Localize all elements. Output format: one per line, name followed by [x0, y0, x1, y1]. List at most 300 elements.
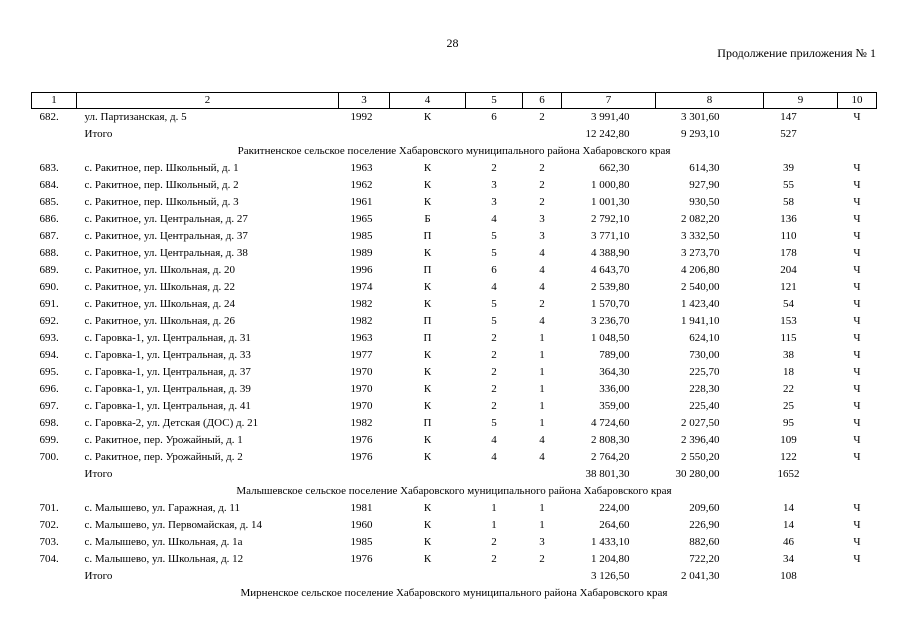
status-cell: Ч: [853, 247, 861, 259]
table-row: [32, 262, 877, 279]
section-heading: Малышевское сельское поселение Хабаровского муниципального района Хабаровского края: [236, 485, 672, 497]
entrances-cell: 4: [539, 315, 545, 327]
table-row: [32, 432, 877, 449]
residents-cell: 46: [783, 536, 794, 548]
living-area-cell: 927,90: [689, 179, 720, 191]
empty-cell: [339, 568, 390, 585]
empty-cell: [32, 568, 77, 585]
residents-cell: 34: [783, 553, 794, 565]
living-area-cell: 1 423,40: [681, 298, 720, 310]
entrances-cell: 3: [539, 536, 545, 548]
year-cell: 1985: [350, 536, 373, 548]
total-area-cell: 789,00: [599, 349, 630, 361]
total-area-cell: 4 724,60: [591, 417, 630, 429]
status-cell: Ч: [853, 536, 861, 548]
entrances-cell: 4: [539, 451, 545, 463]
floors-cell: 2: [491, 366, 497, 378]
address-cell: с. Ракитное, ул. Школьная, д. 24: [84, 298, 235, 310]
address-cell: ул. Партизанская, д. 5: [84, 111, 187, 123]
living-area-cell: 228,30: [689, 383, 720, 395]
year-cell: 1981: [350, 502, 373, 514]
material-cell: П: [423, 264, 432, 276]
entrances-cell: 4: [539, 264, 545, 276]
living-area-cell: 2 396,40: [681, 434, 720, 446]
entrances-cell: 1: [539, 417, 545, 429]
total-area-cell: 4 643,70: [591, 264, 630, 276]
column-header: 3: [339, 93, 390, 109]
total-area-cell: 1 204,80: [591, 553, 630, 565]
status-cell: Ч: [853, 298, 861, 310]
total-area-cell: 3 126,50: [591, 570, 630, 582]
table-row: [32, 211, 877, 228]
year-cell: 1970: [350, 366, 373, 378]
empty-cell: [838, 466, 877, 483]
year-cell: 1976: [350, 451, 373, 463]
material-cell: П: [423, 417, 432, 429]
entrances-cell: 2: [539, 196, 545, 208]
table-row: [32, 551, 877, 568]
status-cell: Ч: [853, 417, 861, 429]
section-heading-row: [32, 483, 877, 500]
table-row: [32, 517, 877, 534]
residents-cell: 14: [783, 502, 794, 514]
year-cell: 1974: [350, 281, 373, 293]
floors-cell: 4: [491, 281, 497, 293]
empty-cell: [523, 126, 562, 143]
floors-cell: 2: [491, 332, 497, 344]
living-area-cell: 2 082,20: [681, 213, 720, 225]
status-cell: Ч: [853, 451, 861, 463]
residents-cell: 54: [783, 298, 794, 310]
address-cell: с. Ракитное, ул. Центральная, д. 37: [84, 230, 248, 242]
table-row: [32, 534, 877, 551]
row-number: 688.: [39, 247, 59, 259]
address-cell: с. Гаровка-1, ул. Центральная, д. 37: [84, 366, 251, 378]
table-row: [32, 194, 877, 211]
table-row: [32, 415, 877, 432]
residents-cell: 110: [780, 230, 797, 242]
year-cell: 1982: [350, 417, 373, 429]
page-number: 28: [446, 36, 459, 50]
living-area-cell: 225,40: [689, 400, 720, 412]
year-cell: 1965: [350, 213, 373, 225]
status-cell: Ч: [853, 366, 861, 378]
living-area-cell: 2 540,00: [681, 281, 720, 293]
status-cell: Ч: [853, 383, 861, 395]
year-cell: 1976: [350, 553, 373, 565]
living-area-cell: 209,60: [689, 502, 720, 514]
empty-cell: [339, 466, 390, 483]
material-cell: К: [423, 179, 432, 191]
row-number: 686.: [39, 213, 59, 225]
total-living-area-cell: 30 280,00: [675, 468, 720, 480]
entrances-cell: 4: [539, 281, 545, 293]
floors-cell: 2: [491, 400, 497, 412]
year-cell: 1961: [350, 196, 373, 208]
status-cell: Ч: [853, 111, 861, 123]
table-row: [32, 109, 877, 127]
floors-cell: 5: [491, 298, 497, 310]
living-area-cell: 624,10: [689, 332, 720, 344]
table-row: [32, 296, 877, 313]
residents-cell: 204: [780, 264, 797, 276]
total-area-cell: 1 570,70: [591, 298, 630, 310]
material-cell: К: [423, 196, 432, 208]
entrances-cell: 2: [539, 298, 545, 310]
year-cell: 1970: [350, 383, 373, 395]
floors-cell: 4: [491, 434, 497, 446]
empty-cell: [523, 466, 562, 483]
year-cell: 1985: [350, 230, 373, 242]
empty-cell: [390, 126, 466, 143]
status-cell: Ч: [853, 264, 861, 276]
year-cell: 1989: [350, 247, 373, 259]
table-row: [32, 381, 877, 398]
table-row: [32, 313, 877, 330]
address-cell: с. Ракитное, ул. Центральная, д. 27: [84, 213, 248, 225]
address-cell: с. Гаровка-1, ул. Центральная, д. 39: [84, 383, 251, 395]
total-row: [32, 126, 877, 143]
floors-cell: 1: [491, 502, 497, 514]
table-row: [32, 245, 877, 262]
address-cell: с. Ракитное, ул. Школьная, д. 26: [84, 315, 235, 327]
address-cell: с. Ракитное, пер. Урожайный, д. 2: [84, 451, 243, 463]
total-area-cell: 12 242,80: [585, 128, 630, 140]
material-cell: К: [423, 281, 432, 293]
total-row: [32, 568, 877, 585]
material-cell: К: [423, 519, 432, 531]
material-cell: П: [423, 230, 432, 242]
column-header: 2: [77, 93, 339, 109]
section-heading: Ракитненское сельское поселение Хабаровского муниципального района Хабаровского края: [237, 145, 671, 157]
living-area-cell: 226,90: [689, 519, 720, 531]
empty-cell: [390, 568, 466, 585]
address-cell: с. Гаровка-1, ул. Центральная, д. 41: [84, 400, 251, 412]
total-area-cell: 2 539,80: [591, 281, 630, 293]
table-row: [32, 177, 877, 194]
floors-cell: 4: [491, 451, 497, 463]
material-cell: К: [423, 111, 432, 123]
empty-cell: [838, 126, 877, 143]
status-cell: Ч: [853, 179, 861, 191]
total-area-cell: 364,30: [599, 366, 630, 378]
living-area-cell: 225,70: [689, 366, 720, 378]
floors-cell: 1: [491, 519, 497, 531]
table-row: [32, 398, 877, 415]
entrances-cell: 1: [539, 349, 545, 361]
column-header: 7: [562, 93, 656, 109]
address-cell: с. Гаровка-1, ул. Центральная, д. 33: [84, 349, 251, 361]
total-area-cell: 4 388,90: [591, 247, 630, 259]
row-number: 699.: [39, 434, 59, 446]
table-row: [32, 160, 877, 177]
status-cell: Ч: [853, 349, 861, 361]
material-cell: К: [423, 349, 432, 361]
material-cell: К: [423, 451, 432, 463]
empty-cell: [32, 466, 77, 483]
status-cell: Ч: [853, 213, 861, 225]
floors-cell: 6: [491, 111, 497, 123]
residents-cell: 136: [780, 213, 797, 225]
section-heading: Мирненское сельское поселение Хабаровского муниципального района Хабаровского края: [240, 587, 668, 599]
living-area-cell: 2 550,20: [681, 451, 720, 463]
address-cell: с. Малышево, ул. Школьная, д. 1а: [84, 536, 243, 548]
material-cell: К: [423, 366, 432, 378]
year-cell: 1963: [350, 332, 373, 344]
material-cell: К: [423, 502, 432, 514]
table-row: [32, 449, 877, 466]
total-area-cell: 2 764,20: [591, 451, 630, 463]
material-cell: К: [423, 400, 432, 412]
floors-cell: 2: [491, 162, 497, 174]
total-area-cell: 336,00: [599, 383, 630, 395]
residents-cell: 55: [783, 179, 794, 191]
empty-cell: [339, 126, 390, 143]
row-number: 693.: [39, 332, 59, 344]
table-header-row: [32, 93, 877, 109]
living-area-cell: 614,30: [689, 162, 720, 174]
row-number: 694.: [39, 349, 59, 361]
entrances-cell: 3: [539, 230, 545, 242]
floors-cell: 5: [491, 247, 497, 259]
total-row: [32, 466, 877, 483]
status-cell: Ч: [853, 281, 861, 293]
row-number: 701.: [39, 502, 59, 514]
year-cell: 1977: [350, 349, 373, 361]
address-cell: с. Ракитное, пер. Школьный, д. 1: [84, 162, 239, 174]
material-cell: К: [423, 553, 432, 565]
status-cell: Ч: [853, 162, 861, 174]
status-cell: Ч: [853, 230, 861, 242]
total-residents-cell: 527: [780, 128, 797, 140]
empty-cell: [838, 568, 877, 585]
floors-cell: 3: [491, 179, 497, 191]
entrances-cell: 1: [539, 383, 545, 395]
row-number: 690.: [39, 281, 59, 293]
residents-cell: 14: [783, 519, 794, 531]
row-number: 689.: [39, 264, 59, 276]
entrances-cell: 1: [539, 502, 545, 514]
residents-cell: 95: [783, 417, 794, 429]
section-heading-row: [32, 585, 877, 602]
total-area-cell: 264,60: [599, 519, 630, 531]
total-area-cell: 1 000,80: [591, 179, 630, 191]
status-cell: Ч: [853, 400, 861, 412]
row-number: 685.: [39, 196, 59, 208]
material-cell: К: [423, 383, 432, 395]
total-area-cell: 3 236,70: [591, 315, 630, 327]
total-label: Итого: [84, 570, 113, 582]
empty-cell: [466, 568, 523, 585]
total-area-cell: 224,00: [599, 502, 630, 514]
floors-cell: 5: [491, 417, 497, 429]
entrances-cell: 3: [539, 213, 545, 225]
year-cell: 1996: [350, 264, 373, 276]
row-number: 696.: [39, 383, 59, 395]
status-cell: Ч: [853, 434, 861, 446]
column-header: 9: [764, 93, 838, 109]
floors-cell: 5: [491, 230, 497, 242]
column-header: 1: [32, 93, 77, 109]
residents-cell: 25: [783, 400, 794, 412]
entrances-cell: 2: [539, 111, 545, 123]
status-cell: Ч: [853, 502, 861, 514]
total-area-cell: 3 771,10: [591, 230, 630, 242]
floors-cell: 2: [491, 349, 497, 361]
address-cell: с. Малышево, ул. Гаражная, д. 11: [84, 502, 240, 514]
residents-cell: 122: [780, 451, 797, 463]
total-area-cell: 3 991,40: [591, 111, 630, 123]
address-cell: с. Ракитное, ул. Школьная, д. 22: [84, 281, 235, 293]
material-cell: П: [423, 315, 432, 327]
residents-cell: 58: [783, 196, 794, 208]
row-number: 692.: [39, 315, 59, 327]
row-number: 704.: [39, 553, 59, 565]
material-cell: Б: [424, 213, 431, 225]
empty-cell: [523, 568, 562, 585]
living-area-cell: 930,50: [689, 196, 720, 208]
material-cell: К: [423, 434, 432, 446]
row-number: 702.: [39, 519, 59, 531]
total-area-cell: 359,00: [599, 400, 630, 412]
housing-register-table: [31, 92, 877, 602]
living-area-cell: 1 941,10: [681, 315, 720, 327]
year-cell: 1976: [350, 434, 373, 446]
year-cell: 1982: [350, 315, 373, 327]
entrances-cell: 2: [539, 553, 545, 565]
status-cell: Ч: [853, 315, 861, 327]
year-cell: 1970: [350, 400, 373, 412]
total-area-cell: 662,30: [599, 162, 630, 174]
entrances-cell: 1: [539, 332, 545, 344]
address-cell: с. Ракитное, пер. Школьный, д. 2: [84, 179, 239, 191]
year-cell: 1982: [350, 298, 373, 310]
floors-cell: 3: [491, 196, 497, 208]
status-cell: Ч: [853, 553, 861, 565]
year-cell: 1963: [350, 162, 373, 174]
floors-cell: 5: [491, 315, 497, 327]
year-cell: 1960: [350, 519, 373, 531]
residents-cell: 22: [783, 383, 794, 395]
year-cell: 1962: [350, 179, 373, 191]
living-area-cell: 4 206,80: [681, 264, 720, 276]
status-cell: Ч: [853, 196, 861, 208]
row-number: 700.: [39, 451, 59, 463]
table-row: [32, 347, 877, 364]
row-number: 698.: [39, 417, 59, 429]
material-cell: К: [423, 298, 432, 310]
entrances-cell: 1: [539, 400, 545, 412]
column-header: 6: [523, 93, 562, 109]
status-cell: Ч: [853, 332, 861, 344]
empty-cell: [32, 126, 77, 143]
table-row: [32, 500, 877, 517]
entrances-cell: 1: [539, 519, 545, 531]
living-area-cell: 722,20: [689, 553, 720, 565]
empty-cell: [466, 466, 523, 483]
total-area-cell: 1 001,30: [591, 196, 630, 208]
floors-cell: 4: [491, 213, 497, 225]
address-cell: с. Гаровка-1, ул. Центральная, д. 31: [84, 332, 251, 344]
row-number: 697.: [39, 400, 59, 412]
total-label: Итого: [84, 128, 113, 140]
total-area-cell: 38 801,30: [585, 468, 630, 480]
address-cell: с. Ракитное, пер. Школьный, д. 3: [84, 196, 239, 208]
floors-cell: 6: [491, 264, 497, 276]
address-cell: с. Малышево, ул. Первомайская, д. 14: [84, 519, 262, 531]
material-cell: П: [423, 332, 432, 344]
residents-cell: 121: [780, 281, 797, 293]
total-residents-cell: 1652: [777, 468, 800, 480]
residents-cell: 109: [780, 434, 797, 446]
table-row: [32, 279, 877, 296]
table-row: [32, 364, 877, 381]
total-area-cell: 1 433,10: [591, 536, 630, 548]
total-living-area-cell: 2 041,30: [681, 570, 720, 582]
living-area-cell: 882,60: [689, 536, 720, 548]
entrances-cell: 2: [539, 162, 545, 174]
row-number: 687.: [39, 230, 59, 242]
section-heading-row: [32, 143, 877, 160]
residents-cell: 115: [780, 332, 797, 344]
entrances-cell: 4: [539, 247, 545, 259]
continuation-title: Продолжение приложения № 1: [717, 46, 876, 60]
living-area-cell: 3 273,70: [681, 247, 720, 259]
living-area-cell: 2 027,50: [681, 417, 720, 429]
total-residents-cell: 108: [780, 570, 797, 582]
address-cell: с. Гаровка-2, ул. Детская (ДОС) д. 21: [84, 417, 259, 429]
row-number: 683.: [39, 162, 59, 174]
table-row: [32, 330, 877, 347]
status-cell: Ч: [853, 519, 861, 531]
total-area-cell: 1 048,50: [591, 332, 630, 344]
row-number: 695.: [39, 366, 59, 378]
floors-cell: 2: [491, 553, 497, 565]
address-cell: с. Ракитное, ул. Центральная, д. 38: [84, 247, 248, 259]
living-area-cell: 730,00: [689, 349, 720, 361]
row-number: 684.: [39, 179, 59, 191]
residents-cell: 147: [780, 111, 797, 123]
material-cell: К: [423, 162, 432, 174]
total-label: Итого: [84, 468, 113, 480]
entrances-cell: 2: [539, 179, 545, 191]
column-header: 10: [838, 93, 877, 109]
column-header: 5: [466, 93, 523, 109]
address-cell: с. Ракитное, ул. Школьная, д. 20: [84, 264, 235, 276]
total-area-cell: 2 792,10: [591, 213, 630, 225]
column-header: 8: [656, 93, 764, 109]
address-cell: с. Малышево, ул. Школьная, д. 12: [84, 553, 244, 565]
row-number: 682.: [39, 111, 59, 123]
residents-cell: 39: [783, 162, 794, 174]
entrances-cell: 4: [539, 434, 545, 446]
column-header: 4: [390, 93, 466, 109]
empty-cell: [390, 466, 466, 483]
year-cell: 1992: [350, 111, 373, 123]
material-cell: К: [423, 536, 432, 548]
entrances-cell: 1: [539, 366, 545, 378]
total-area-cell: 2 808,30: [591, 434, 630, 446]
material-cell: К: [423, 247, 432, 259]
residents-cell: 178: [780, 247, 797, 259]
row-number: 703.: [39, 536, 59, 548]
living-area-cell: 3 332,50: [681, 230, 720, 242]
residents-cell: 18: [783, 366, 794, 378]
floors-cell: 2: [491, 536, 497, 548]
row-number: 691.: [39, 298, 59, 310]
address-cell: с. Ракитное, пер. Урожайный, д. 1: [84, 434, 243, 446]
floors-cell: 2: [491, 383, 497, 395]
